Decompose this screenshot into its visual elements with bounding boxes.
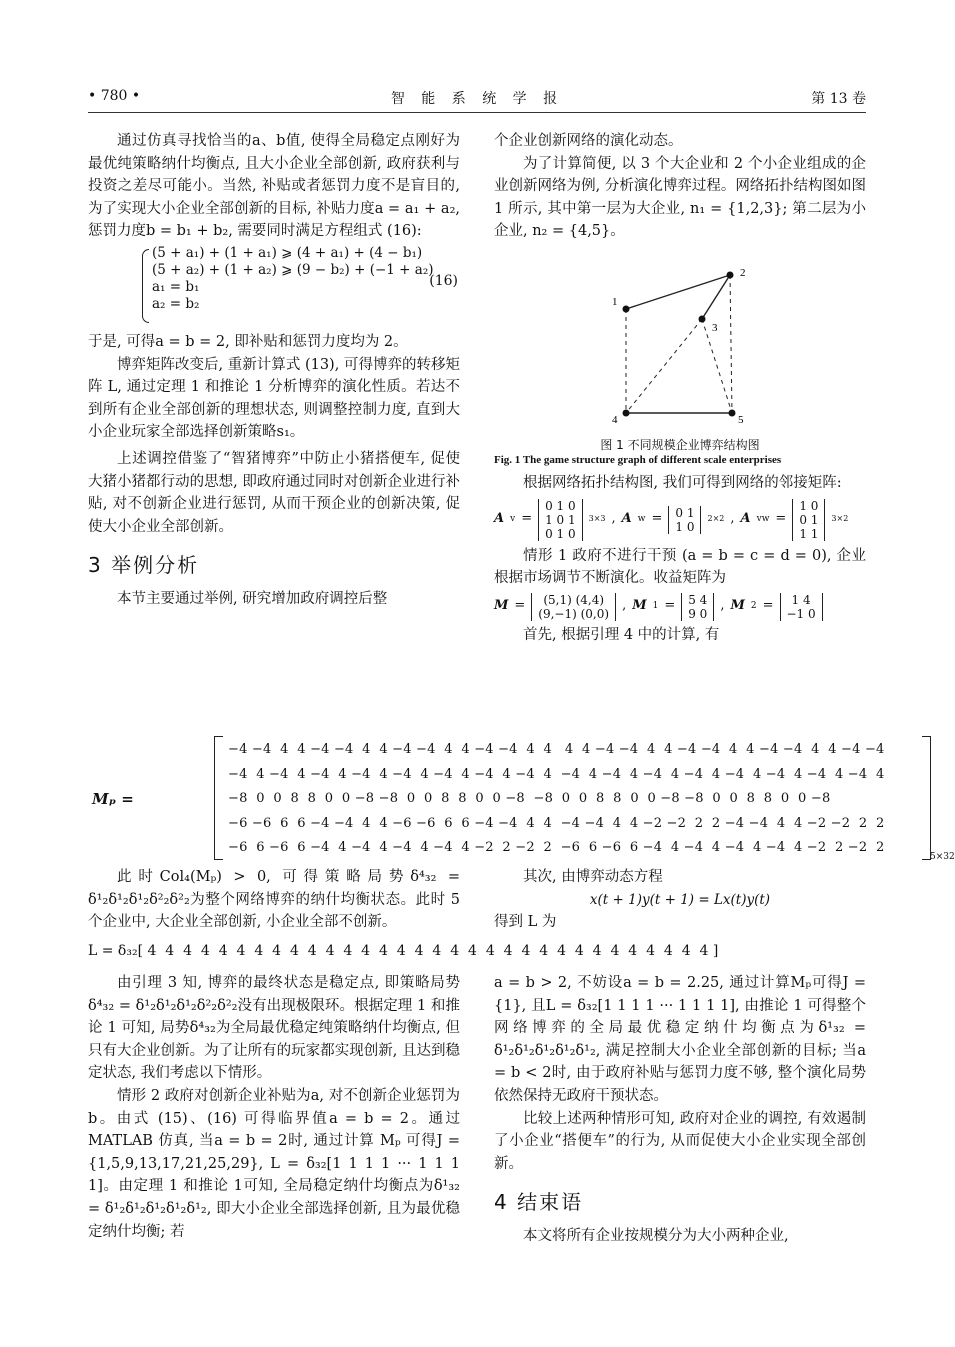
paragraph: 得到 L 为 — [494, 914, 557, 931]
figure-caption-cn: 图 1 不同规模企业博弈结构图 — [600, 437, 760, 452]
paragraph: 博弈矩阵改变后, 重新计算式 (13), 可得博弈的转移矩阵 L, 通过定理 1 和推论 1 分析博弈的演化性质。若达不到所有企业全部创新的理想状态, 则调整控制力度, 直到大小企业玩家全部选择创新策略s₁。 — [88, 356, 460, 441]
node-2 — [727, 271, 734, 278]
L-vector: L = δ₃₂[ 4 4 4 4 4 4 4 4 4 4 4 4 4 4 4 4 4 4 4 4 4 4 4 4 4 4 4 4 4 4 4 4 ] — [88, 943, 719, 959]
adjacency-matrices: A v = 0 1 0 1 0 1 0 1 0 3×3 , A w = 0 1 1 0 2×2 , A vw = 1 0 0 1 1 1 3×2 — [494, 498, 849, 541]
journal-name: 智 能 系 统 学 报 — [390, 91, 564, 107]
equation-line: (5 + a₁) + (1 + a₁) ⩾ (4 + a₁) + (4 − b₁) — [152, 244, 423, 261]
section-heading: 4 结束语 — [494, 1190, 584, 1215]
left-column — [88, 130, 460, 611]
dynamic-equation: x(t + 1)y(t + 1) = Lx(t)y(t) — [589, 891, 771, 908]
matrix-M1: 5 4 9 0 — [681, 593, 714, 621]
matrix-M2: 1 4 −1 0 — [780, 593, 823, 621]
equation-number: (16) — [429, 272, 458, 289]
brace — [142, 249, 149, 323]
node-5 — [729, 409, 736, 416]
figure-caption-en: Fig. 1 The game structure graph of different scale enterprises — [494, 453, 782, 466]
matrix-Aw: 0 1 1 0 — [668, 506, 701, 534]
paragraph: 此时Col₄(Mₚ) > 0, 可得策略局势δ⁴₃₂ = δ¹₂δ¹₂δ¹₂δ²₂δ²₂为整个网络博弈的纳什均衡状态。此时 5 个企业中, 大企业全部创新, 小企业全部不创新。 — [88, 869, 460, 931]
paragraph: 本节主要通过举例, 研究增加政府调控后整 — [117, 591, 388, 608]
paragraph: 首先, 根据引理 4 中的计算, 有 — [523, 626, 720, 643]
node-label: 4 — [612, 413, 618, 426]
matrix-row: −6 6 −6 6 −4 4 −4 4 −4 4 −4 4 −2 2 −2 2 −6 6 −6 6 −4 4 −4 4 −4 4 −4 4 −2 2 −2 2 — [228, 840, 885, 856]
page-header — [88, 88, 866, 113]
equation-16 — [88, 245, 460, 327]
node-4 — [623, 409, 630, 416]
paragraph: a = b > 2, 不妨设a = b = 2.25, 通过计算Mₚ可得J = {1}, 且L = δ₃₂[1 1 1 1 ··· 1 1 1 1], 由推论 1 可得整个网络博弈的全局最优稳定纳什均衡点为δ¹₃₂ = δ¹₂δ¹₂δ¹₂δ¹₂δ¹₂, 满足控制大小企业全部创新的目标; 当a = b < 2时, 由于政府补贴与惩罚力度不够, 整个演化局势依然保持无政府干预状态。 — [494, 975, 866, 1104]
left-mid — [88, 866, 460, 934]
right-bottom — [494, 972, 866, 1248]
node-label: 5 — [738, 413, 744, 426]
paragraph: 于是, 可得a = b = 2, 即补贴和惩罚力度均为 2。 — [88, 333, 408, 350]
node-1 — [623, 305, 630, 312]
paragraph: 比较上述两种情形可知, 政府对企业的调控, 有效遏制了小企业“搭便车”的行为, 从而促使大小企业实现全部创新。 — [494, 1110, 866, 1172]
matrix-Mp — [88, 734, 955, 864]
matrix-row: −8 0 0 8 8 0 0 −8 −8 0 0 8 8 0 0 −8 −8 0 0 8 8 0 0 −8 −8 0 0 8 8 0 0 −8 — [228, 791, 831, 807]
paragraph: 个企业创新网络的演化动态。 — [494, 133, 683, 149]
equation-line: (5 + a₂) + (1 + a₂) ⩾ (9 − b₂) + (−1 + a₂) — [152, 261, 434, 278]
payoff-matrices: M = (5,1) (4,4) (9,−1) (0,0) , M 1 = 5 4 9 0 , M 2 = 1 4 −1 0 — [494, 593, 866, 621]
right-mid — [494, 866, 866, 934]
paragraph: 其次, 由博弈动态方程 — [523, 869, 663, 885]
matrix-Avw: 1 0 0 1 1 1 — [792, 499, 825, 541]
matrix-size: 5×32 — [930, 852, 955, 862]
paragraph: 为了计算简便, 以 3 个大企业和 2 个小企业组成的企业创新网络为例, 分析演化博弈过程。网络拓扑结构图如图 1 所示, 其中第一层为大企业, n₁ = {1,2,3}; 第二层为小企业, n₂ = {4,5}。 — [494, 155, 866, 240]
matrix-label: Mₚ = — [92, 790, 134, 808]
matrix-Av: 0 1 0 1 0 1 0 1 0 — [538, 499, 583, 541]
paragraph: 由引理 3 知, 博弈的最终状态是稳定点, 即策略局势δ⁴₃₂ = δ¹₂δ¹₂δ¹₂δ²₂δ²₂没有出现极限环。根据定理 1 和推论 1 可知, 局势δ⁴₃₂为全局最优稳定纯策略纳什均衡点, 但只有大企业创新。为了让所有的玩家都实现创新, 且达到稳定状态, 我们考虑以下情形。 — [88, 975, 460, 1082]
volume-number: 第 13 卷 — [811, 91, 866, 107]
paragraph: 本文将所有企业按规模分为大小两种企业, — [523, 1228, 789, 1245]
node-label: 2 — [740, 266, 746, 279]
matrix-M: (5,1) (4,4) (9,−1) (0,0) — [531, 593, 616, 621]
paragraph: 上述调控借鉴了“智猪博弈”中防止小猪搭便车, 促使大猪小猪都行动的思想, 即政府通过同时对创新企业进行补贴, 对不创新企业进行惩罚, 从而干预企业的创新决策, 促使大小企业全部创新。 — [88, 450, 460, 535]
section-heading: 3 举例分析 — [88, 553, 200, 578]
page-number: • 780 • — [88, 88, 141, 104]
paragraph: 情形 2 政府对创新企业补贴为a, 对不创新企业惩罚为b。由式 (15)、(16) 可得临界值a = b = 2。通过 MATLAB 仿真, 当a = b = 2时, 通过计算 Mₚ 可得J = {1,5,9,13,17,21,25,29}, L = δ₃₂[1 1 1 1 ··· 1 1 1 1]。由定理 1 和推论 1可知, 全局稳定纳什均衡点为δ¹₃₂ = δ¹₂δ¹₂δ¹₂δ¹₂δ¹₂, 即大小企业全部选择创新, 且为最优稳定纳什均衡; 若 — [88, 1087, 460, 1240]
node-3 — [699, 315, 706, 322]
equation-line: a₁ = b₁ — [152, 278, 200, 295]
left-bottom — [88, 972, 460, 1243]
network-figure — [494, 249, 866, 429]
equation-line: a₂ = b₂ — [152, 295, 200, 312]
matrix-row: −4 −4 4 4 −4 −4 4 4 −4 −4 4 4 −4 −4 4 4 4 4 −4 −4 4 4 −4 −4 4 4 −4 −4 4 4 −4 −4 — [228, 742, 885, 757]
matrix-row: −4 4 −4 4 −4 4 −4 4 −4 4 −4 4 −4 4 −4 4 −4 4 −4 4 −4 4 −4 4 −4 4 −4 4 −4 4 −4 4 — [228, 766, 885, 782]
matrix-row: −6 −6 6 6 −4 −4 4 4 −6 −6 6 6 −4 −4 4 4 −4 −4 4 4 −2 −2 2 2 −4 −4 4 4 −2 −2 2 2 — [228, 815, 885, 831]
right-column — [494, 130, 866, 646]
paragraph: 情形 1 政府不进行干预 (a = b = c = d = 0), 企业根据市场调节不断演化。收益矩阵为 — [494, 547, 866, 587]
node-label: 3 — [712, 321, 718, 334]
paragraph: 根据网络拓扑结构图, 我们可得到网络的邻接矩阵: — [523, 474, 842, 491]
paragraph: 通过仿真寻找恰当的a、b值, 使得全局稳定点刚好为最优纯策略纳什均衡点, 且大小企业全部创新, 政府获利与投资之差尽可能小。当然, 补贴或者惩罚力度不是盲目的, 为了实现大小企业全部创新的目标, 补贴力度a = a₁ + a₂, 惩罚力度b = b₁ + b₂, 需要同时满足方程组式 (16): — [88, 133, 460, 240]
node-label: 1 — [612, 295, 618, 308]
